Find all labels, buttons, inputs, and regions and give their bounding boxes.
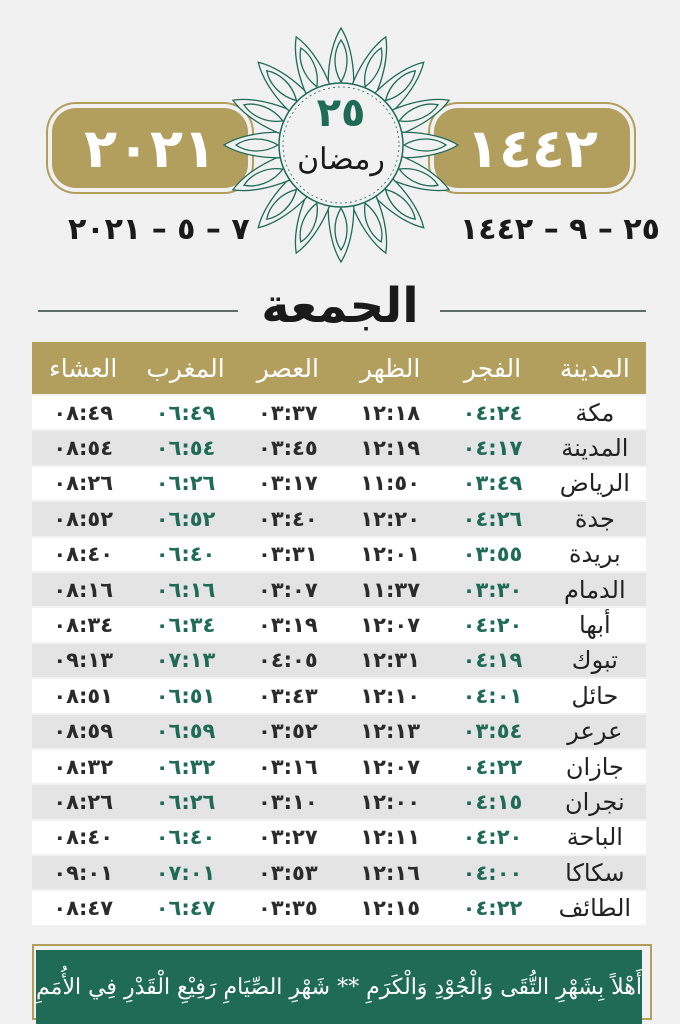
cell-maghrib: ٠٦:٥١: [134, 677, 236, 712]
cell-isha: ٠٨:٥٩: [32, 713, 134, 748]
gregorian-date: ٧ – ٥ – ٢٠٢١: [68, 212, 250, 247]
cell-maghrib: ٠٦:٢٦: [134, 465, 236, 500]
cell-isha: ٠٨:٢٦: [32, 783, 134, 818]
cell-isha: ٠٨:٥١: [32, 677, 134, 712]
hijri-year-banner: [434, 108, 630, 188]
cell-dhuhr: ١٢:١٥: [339, 889, 441, 924]
cell-asr: ٠٣:٥٣: [237, 854, 339, 889]
cell-isha: ٠٨:٥٤: [32, 429, 134, 464]
cell-dhuhr: ١٢:١١: [339, 819, 441, 854]
gregorian-year-banner: [52, 108, 248, 188]
cell-fajr: ٠٤:١٧: [441, 429, 543, 464]
prayer-times-table: [32, 342, 646, 925]
cell-fajr: ٠٣:٣٠: [441, 571, 543, 606]
cell-asr: ٠٤:٠٥: [237, 642, 339, 677]
emblem-month: رمضان: [297, 142, 385, 177]
cell-fajr: ٠٤:٠٠: [441, 854, 543, 889]
cell-dhuhr: ١٢:١٨: [339, 394, 441, 429]
cell-fajr: ٠٤:٢٠: [441, 606, 543, 641]
cell-asr: ٠٣:٤٠: [237, 500, 339, 535]
table-row: [32, 819, 646, 854]
cell-asr: ٠٣:٠٧: [237, 571, 339, 606]
cell-dhuhr: ١٢:١٠: [339, 677, 441, 712]
header-dhuhr: الظهر: [339, 342, 441, 394]
cell-city: حائل: [544, 677, 646, 712]
cell-fajr: ٠٤:١٩: [441, 642, 543, 677]
cell-fajr: ٠٤:٢٦: [441, 500, 543, 535]
cell-maghrib: ٠٦:٥٢: [134, 500, 236, 535]
footer-verse: أَهْلاً بِشَهْرِ التُّقَى وَالْجُوْدِ وَالْكَرَمِ ** شَهْرِ الصِّيَامِ رَفِيْعِ الْقَدْرِ فِي الأُمَمِ: [36, 950, 642, 1024]
cell-city: سكاكا: [544, 854, 646, 889]
cell-maghrib: ٠٦:٢٦: [134, 783, 236, 818]
cell-maghrib: ٠٧:١٣: [134, 642, 236, 677]
cell-city: تبوك: [544, 642, 646, 677]
cell-isha: ٠٩:٠١: [32, 854, 134, 889]
cell-dhuhr: ١٢:٢٠: [339, 500, 441, 535]
cell-asr: ٠٣:٣٥: [237, 889, 339, 924]
cell-isha: ٠٨:٣٤: [32, 606, 134, 641]
cell-city: عرعر: [544, 713, 646, 748]
table-row: [32, 889, 646, 924]
cell-asr: ٠٣:٤٥: [237, 429, 339, 464]
cell-dhuhr: ١٢:١٣: [339, 713, 441, 748]
hijri-date: ٢٥ – ٩ – ١٤٤٢: [460, 212, 660, 247]
header-isha: العشاء: [32, 342, 134, 394]
cell-fajr: ٠٤:١٥: [441, 783, 543, 818]
cell-asr: ٠٣:٥٢: [237, 713, 339, 748]
table-row: [32, 394, 646, 429]
cell-city: أبها: [544, 606, 646, 641]
table-row: [32, 642, 646, 677]
cell-dhuhr: ١٢:٠٧: [339, 606, 441, 641]
cell-fajr: ٠٤:٢٠: [441, 819, 543, 854]
table-row: [32, 713, 646, 748]
cell-maghrib: ٠٦:٤٠: [134, 819, 236, 854]
cell-city: الباحة: [544, 819, 646, 854]
cell-city: جازان: [544, 748, 646, 783]
cell-dhuhr: ١١:٥٠: [339, 465, 441, 500]
cell-maghrib: ٠٦:٤٠: [134, 536, 236, 571]
table-row: [32, 571, 646, 606]
cell-fajr: ٠٣:٤٩: [441, 465, 543, 500]
table-row: [32, 429, 646, 464]
cell-isha: ٠٨:٣٢: [32, 748, 134, 783]
cell-asr: ٠٣:٢٧: [237, 819, 339, 854]
cell-dhuhr: ١٢:١٩: [339, 429, 441, 464]
hijri-year: ١٤٤٢: [466, 116, 598, 180]
cell-isha: ٠٨:٤٧: [32, 889, 134, 924]
cell-maghrib: ٠٦:٣٤: [134, 606, 236, 641]
cell-asr: ٠٣:١٠: [237, 783, 339, 818]
cell-city: نجران: [544, 783, 646, 818]
cell-asr: ٠٣:٣٧: [237, 394, 339, 429]
cell-fajr: ٠٤:٢٤: [441, 394, 543, 429]
table-row: [32, 536, 646, 571]
header-asr: العصر: [237, 342, 339, 394]
cell-isha: ٠٨:٤٠: [32, 819, 134, 854]
cell-fajr: ٠٣:٥٥: [441, 536, 543, 571]
cell-city: الرياض: [544, 465, 646, 500]
cell-maghrib: ٠٦:٥٤: [134, 429, 236, 464]
cell-isha: ٠٩:١٣: [32, 642, 134, 677]
cell-city: جدة: [544, 500, 646, 535]
cell-isha: ٠٨:٢٦: [32, 465, 134, 500]
divider-right: [440, 310, 646, 312]
cell-city: المدينة: [544, 429, 646, 464]
cell-maghrib: ٠٧:٠١: [134, 854, 236, 889]
cell-dhuhr: ١٢:٠١: [339, 536, 441, 571]
cell-maghrib: ٠٦:١٦: [134, 571, 236, 606]
header-maghrib: المغرب: [134, 342, 236, 394]
day-title: الجمعة: [261, 278, 419, 334]
cell-isha: ٠٨:٤٠: [32, 536, 134, 571]
cell-city: بريدة: [544, 536, 646, 571]
cell-isha: ٠٨:٥٢: [32, 500, 134, 535]
emblem-day: ٢٥: [316, 90, 366, 136]
cell-dhuhr: ١٢:١٦: [339, 854, 441, 889]
cell-asr: ٠٣:١٧: [237, 465, 339, 500]
table-row: [32, 500, 646, 535]
header-fajr: الفجر: [441, 342, 543, 394]
cell-isha: ٠٨:١٦: [32, 571, 134, 606]
cell-fajr: ٠٤:٢٢: [441, 889, 543, 924]
cell-asr: ٠٣:٣١: [237, 536, 339, 571]
table-row: [32, 606, 646, 641]
cell-maghrib: ٠٦:٣٢: [134, 748, 236, 783]
cell-isha: ٠٨:٤٩: [32, 394, 134, 429]
table-header-row: [32, 342, 646, 394]
table-row: [32, 783, 646, 818]
divider-left: [38, 310, 238, 312]
cell-asr: ٠٣:١٩: [237, 606, 339, 641]
cell-maghrib: ٠٦:٤٧: [134, 889, 236, 924]
cell-dhuhr: ١٢:٣١: [339, 642, 441, 677]
cell-dhuhr: ١٢:٠٧: [339, 748, 441, 783]
cell-city: الطائف: [544, 889, 646, 924]
cell-asr: ٠٣:١٦: [237, 748, 339, 783]
cell-fajr: ٠٣:٥٤: [441, 713, 543, 748]
cell-dhuhr: ١٢:٠٠: [339, 783, 441, 818]
cell-city: الدمام: [544, 571, 646, 606]
cell-fajr: ٠٤:٠١: [441, 677, 543, 712]
cell-asr: ٠٣:٤٣: [237, 677, 339, 712]
table-row: [32, 854, 646, 889]
table-row: [32, 748, 646, 783]
cell-fajr: ٠٤:٢٢: [441, 748, 543, 783]
table-row: [32, 677, 646, 712]
table-row: [32, 465, 646, 500]
cell-city: مكة: [544, 394, 646, 429]
cell-dhuhr: ١١:٣٧: [339, 571, 441, 606]
gregorian-year: ٢٠٢١: [84, 116, 216, 180]
header-city: المدينة: [544, 342, 646, 394]
cell-maghrib: ٠٦:٥٩: [134, 713, 236, 748]
cell-maghrib: ٠٦:٤٩: [134, 394, 236, 429]
